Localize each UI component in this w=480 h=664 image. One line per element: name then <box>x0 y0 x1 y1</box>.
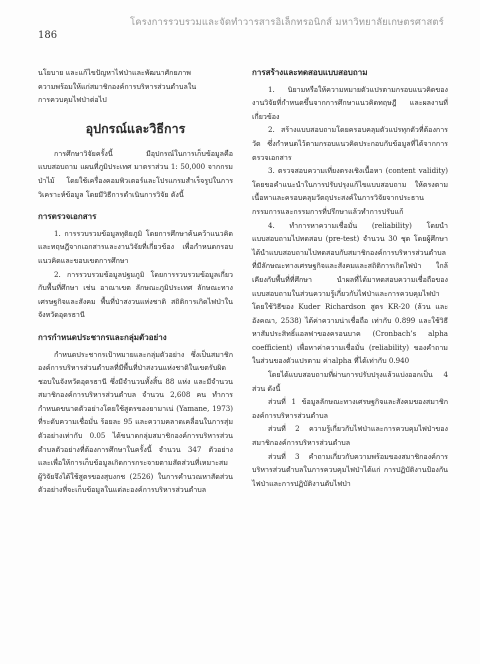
questionnaire-step-1: 1. นิยามหรือให้ความหมายตัวแปรตามกรอบแนวคิดของงานวิจัยที่กำหนดขึ้นจากการศึกษาแนวคิดทฤษฎี และผลงานที่เกี่ยวข้อง <box>252 84 448 121</box>
right-column <box>252 66 448 490</box>
document-review-paragraph-2: 2. การรวบรวมข้อมูลปฐมภูมิ โดยการรวบรวมข้อมูลเกี่ยวกับพื้นที่ศึกษา เช่น อาณาเขต ลักษณะภูมิประเทศ ลักษณะทางเศรษฐกิจและสังคม พื้นที่ป่าสงวนแห่งชาติ สถิติการเกิดไฟป่าในจังหวัดอุดรธานี <box>38 269 233 320</box>
methods-paragraph: การศึกษาวิจัยครั้งนี้ มีอุปกรณ์ในการเก็บข้อมูลคือ แบบสอบถาม แผนที่ภูมิประเทศ มาตราส่วน 1: 50,000 จากกรมป่าไม้ โดยใช้เครื่องคอมพิวเตอร์และโปรแกรมสำเร็จรูปในการวิเคราะห์ข้อมูล โดยมีวิธีการดำเนินการวิจัย ดังนี้ <box>38 148 233 199</box>
left-column <box>38 66 233 497</box>
intro-line: ความพร้อมให้แก่สมาชิกองค์การบริหารส่วนตำบลใน <box>38 81 197 91</box>
questionnaire-part-2: ส่วนที่ 2 ความรู้เกี่ยวกับไฟป่าและการควบคุมไฟป่าของสมาชิกองค์การบริหารส่วนตำบล <box>252 424 448 448</box>
intro-line: การควบคุมไฟป่าต่อไป <box>38 95 107 105</box>
running-header: โครงการรวบรวมและจัดทำวารสารอิเล็กทรอนิกส์ มหาวิทยาลัยเกษตรศาสตร์ <box>130 17 444 28</box>
heading-population-sample: การกำหนดประชากรและกลุ่มตัวอย่าง <box>38 331 167 342</box>
questionnaire-part-1: ส่วนที่ 1 ข้อมูลลักษณะทางเศรษฐกิจและสังคมของสมาชิกองค์การบริหารส่วนตำบล <box>252 397 448 420</box>
questionnaire-step-4: 4. ทำการหาความเชื่อมั่น (reliability) โดยนำแบบสอบถามไปทดสอบ (pre-test) จำนวน 30 ชุด โดยผู้ศึกษาได้นำแบบสอบถามไปทดสอบกับสมาชิกองค์การบริหารส่วนตำบลที่มีลักษณะทางเศรษฐกิจและสังคมและสถิติการเกิดไฟป่า ใกล้เคียงกับพื้นที่ที่ศึกษา นำผลที่ได้มาทดสอบความเชื่อถือของแบบสอบถามในส่วนความรู้เกี่ยวกับไฟป่าและการควบคุมไฟป่า โดยใช้วิธีของ Kuder Richardson สูตร KR-20 (ล้วน และอังคณา, 2538) ได้ค่าความน่าเชื่อถือ เท่ากับ 0.899 และใช้วิธีหาสัมประสิทธิ์แอลฟาของครอนบาค (Cronbach’s alpha coefficient) เพื่อหาค่าความเชื่อมั่น (reliability) ของคำถามในส่วนของตัวแปรตาม ค่าalpha ที่ได้เท่ากับ 0.940 <box>252 220 448 366</box>
population-paragraph: กำหนดประชากรเป้าหมายและกลุ่มตัวอย่าง ซึ่งเป็นสมาชิกองค์การบริหารส่วนตำบลที่มีพื้นที่ป่าสงวนแห่งชาติในเขตรับผิดชอบในจังหวัดอุดรธานี ซึ่งมีจำนวนทั้งสิ้น 88 แห่ง และมีจำนวนสมาชิกองค์การบริหารส่วนตำบล จำนวน 2,608 คน ทำการกำหนดขนาดตัวอย่างโดยใช้สูตรของยามาเน่ (Yamane, 1973) ที่ระดับความเชื่อมั่น ร้อยละ 95 และความคลาดเคลื่อนในการสุ่มตัวอย่างเท่ากับ 0.05 ได้ขนาดกลุ่มสมาชิกองค์การบริหารส่วนตำบลตัวอย่างที่ต้องการศึกษาในครั้งนี้ จำนวน 347 ตัวอย่าง และเพื่อให้การเก็บข้อมูลเกิดการกระจายตามสัดส่วนที่เหมาะสม ผู้วิจัยจึงได้ใช้สูตรของสุบงกช (2526) ในการคำนวณหาสัดส่วนตัวอย่างที่จะเก็บข้อมูลในแต่ละองค์การบริหารส่วนตำบล <box>38 349 233 495</box>
questionnaire-summary: โดยได้แบบสอบถามที่ผ่านการปรับปรุงแล้วแบ่งออกเป็น 4 ส่วน ดังนี้ <box>252 370 448 393</box>
heading-questionnaire: การสร้างและทดสอบแบบสอบถาม <box>252 67 368 77</box>
page-number: 186 <box>38 30 58 41</box>
questionnaire-part-3: ส่วนที่ 3 คำถามเกี่ยวกับความพร้อมของสมาชิกองค์การบริหารส่วนตำบลในการควบคุมไฟป่าได้แก่ การปฏิบัติงานป้องกันไฟป่าและการปฏิบัติงานดับไฟป่า <box>252 451 448 488</box>
document-review-paragraph-1: 1. การรวบรวมข้อมูลทุติยภูมิ โดยการศึกษาค้นคว้าแนวคิดและทฤษฎีจากเอกสารและงานวิจัยที่เกี่ยวข้อง เพื่อกำหนดกรอบแนวคิดและขอบเขตการศึกษา <box>38 228 233 265</box>
questionnaire-step-3: 3. ตรวจสอบความเที่ยงตรงเชิงเนื้อหา (content validity) โดยขอคำแนะนำในการปรับปรุงแก้ไขแบบสอบถาม ให้ตรงตามเนื้อหาและครอบคลุมวัตถุประสงค์ในการวิจัยจากประธานกรรมการและกรรมการที่ปรึกษาแล้วทำการปรับแก้ <box>252 166 448 216</box>
section-title-methods: อุปกรณ์และวิธีการ <box>85 120 186 136</box>
heading-document-review: การตรวจเอกสาร <box>38 211 97 222</box>
intro-line: นโยบาย และแก้ไขปัญหาไฟป่าและพัฒนาศักยภาพ <box>38 68 191 77</box>
questionnaire-step-2: 2. สร้างแบบสอบถามโดยครอบคลุมตัวแปรทุกตัวที่ต้องการวัด ซึ่งกำหนดไว้ตามกรอบแนวคิดประกอบกับข้อมูลที่ได้จากการตรวจเอกสาร <box>252 125 448 162</box>
